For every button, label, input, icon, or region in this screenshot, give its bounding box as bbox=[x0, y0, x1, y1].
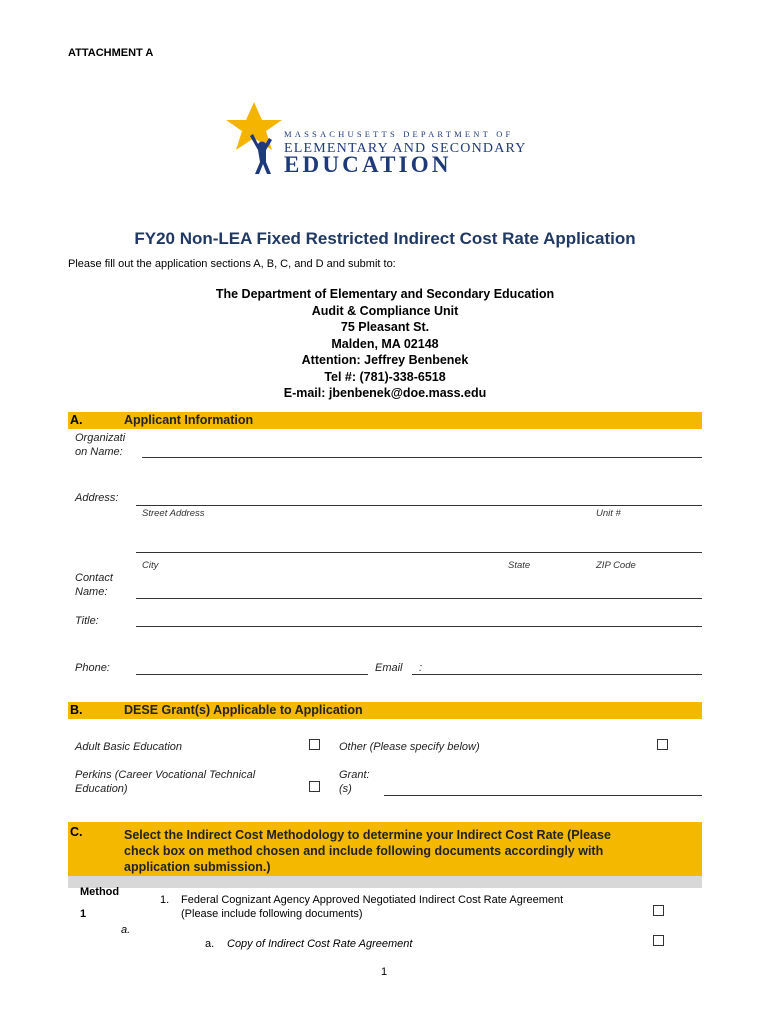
city-state-zip-field[interactable] bbox=[136, 552, 702, 553]
method-label: Method bbox=[80, 886, 120, 898]
other-checkbox[interactable] bbox=[657, 739, 668, 750]
section-a-letter: A. bbox=[70, 413, 83, 427]
grant-label-2: (s) bbox=[339, 783, 352, 795]
page-number: 1 bbox=[381, 966, 388, 978]
logo-line1: MASSACHUSETTS DEPARTMENT OF bbox=[284, 129, 514, 139]
title-label: Title: bbox=[75, 615, 99, 627]
address-label: Address: bbox=[75, 492, 119, 504]
adult-basic-education-checkbox[interactable] bbox=[309, 739, 320, 750]
grant-field[interactable] bbox=[384, 795, 702, 796]
grant-label-1: Grant: bbox=[339, 769, 370, 781]
section-c-header bbox=[68, 822, 702, 876]
mailing-address bbox=[0, 286, 770, 402]
section-c-title bbox=[124, 827, 684, 875]
section-c-title-line-2: check box on method chosen and include following documents accordingly with bbox=[124, 844, 604, 858]
address-line-5: Attention: Jeffrey Benbenek bbox=[301, 353, 469, 367]
address-line-1: The Department of Elementary and Secondary Education bbox=[215, 287, 555, 301]
contact-name-label-2: Name: bbox=[75, 586, 108, 598]
section-c-title-line-1: Select the Indirect Cost Methodology to determine your Indirect Cost Rate (Please bbox=[124, 828, 611, 842]
section-c-letter: C. bbox=[70, 825, 83, 839]
address-line-6: Tel #: (781)-338-6518 bbox=[324, 369, 446, 384]
item-number: 1. bbox=[160, 894, 170, 906]
title-field[interactable] bbox=[136, 626, 702, 627]
address-line-7: E-mail: jbenbenek@doe.mass.edu bbox=[283, 386, 487, 400]
sub-item-marker: a. bbox=[205, 938, 215, 950]
section-a-header bbox=[68, 412, 702, 429]
street-address-field[interactable] bbox=[136, 505, 702, 506]
attachment-label: ATTACHMENT A bbox=[68, 47, 154, 59]
contact-name-label-1: Contact bbox=[75, 572, 113, 584]
section-b-letter: B. bbox=[70, 703, 83, 717]
method-1-checkbox[interactable] bbox=[653, 905, 664, 916]
section-b-header bbox=[68, 702, 702, 719]
address-line-3: 75 Pleasant St. bbox=[340, 320, 430, 334]
section-a-title: Applicant Information bbox=[124, 413, 254, 427]
org-name-field[interactable] bbox=[142, 457, 702, 458]
item-text-2: (Please include following documents) bbox=[181, 908, 363, 920]
perkins-label-1: Perkins (Career Vocational Technical bbox=[75, 769, 256, 781]
perkins-checkbox[interactable] bbox=[309, 781, 320, 792]
address-line-4: Malden, MA 02148 bbox=[331, 336, 439, 351]
form-title: FY20 Non-LEA Fixed Restricted Indirect Cost Rate Application bbox=[134, 229, 636, 248]
intro-text: Please fill out the application sections A, B, C, and D and submit to: bbox=[68, 258, 396, 270]
dese-logo bbox=[222, 100, 547, 178]
city-caption: City bbox=[142, 560, 159, 571]
item-text-1: Federal Cognizant Agency Approved Negotiated Indirect Cost Rate Agreement bbox=[181, 894, 564, 906]
state-caption: State bbox=[508, 560, 531, 571]
rate-agreement-checkbox[interactable] bbox=[653, 935, 664, 946]
address-line-2: Audit & Compliance Unit bbox=[311, 303, 459, 318]
logo-line2: ELEMENTARY AND SECONDARY bbox=[284, 141, 527, 156]
sub-item-text: Copy of Indirect Cost Rate Agreement bbox=[227, 938, 413, 950]
org-name-label-1: Organizati bbox=[75, 432, 126, 444]
email-colon: : bbox=[419, 662, 423, 674]
email-field[interactable] bbox=[412, 674, 702, 675]
section-b-title: DESE Grant(s) Applicable to Application bbox=[124, 703, 363, 717]
zip-caption: ZIP Code bbox=[596, 560, 636, 571]
org-name-label-2: on Name: bbox=[75, 446, 123, 458]
unit-caption: Unit # bbox=[596, 508, 621, 519]
other-label: Other (Please specify below) bbox=[339, 741, 480, 753]
sub-item-marker-left: a. bbox=[121, 924, 131, 936]
section-c-title-line-3: application submission.) bbox=[124, 860, 271, 874]
adult-basic-education-label: Adult Basic Education bbox=[75, 741, 183, 753]
perkins-label-2: Education) bbox=[75, 783, 128, 795]
street-address-caption: Street Address bbox=[142, 508, 205, 519]
phone-label: Phone: bbox=[75, 662, 110, 674]
dese-logo-graphic bbox=[222, 100, 547, 178]
method-number: 1 bbox=[80, 908, 87, 920]
section-c-divider bbox=[68, 876, 702, 888]
logo-line3: EDUCATION bbox=[284, 152, 452, 177]
phone-field[interactable] bbox=[136, 674, 368, 675]
contact-name-field[interactable] bbox=[136, 598, 702, 599]
email-label: Email bbox=[375, 662, 403, 674]
